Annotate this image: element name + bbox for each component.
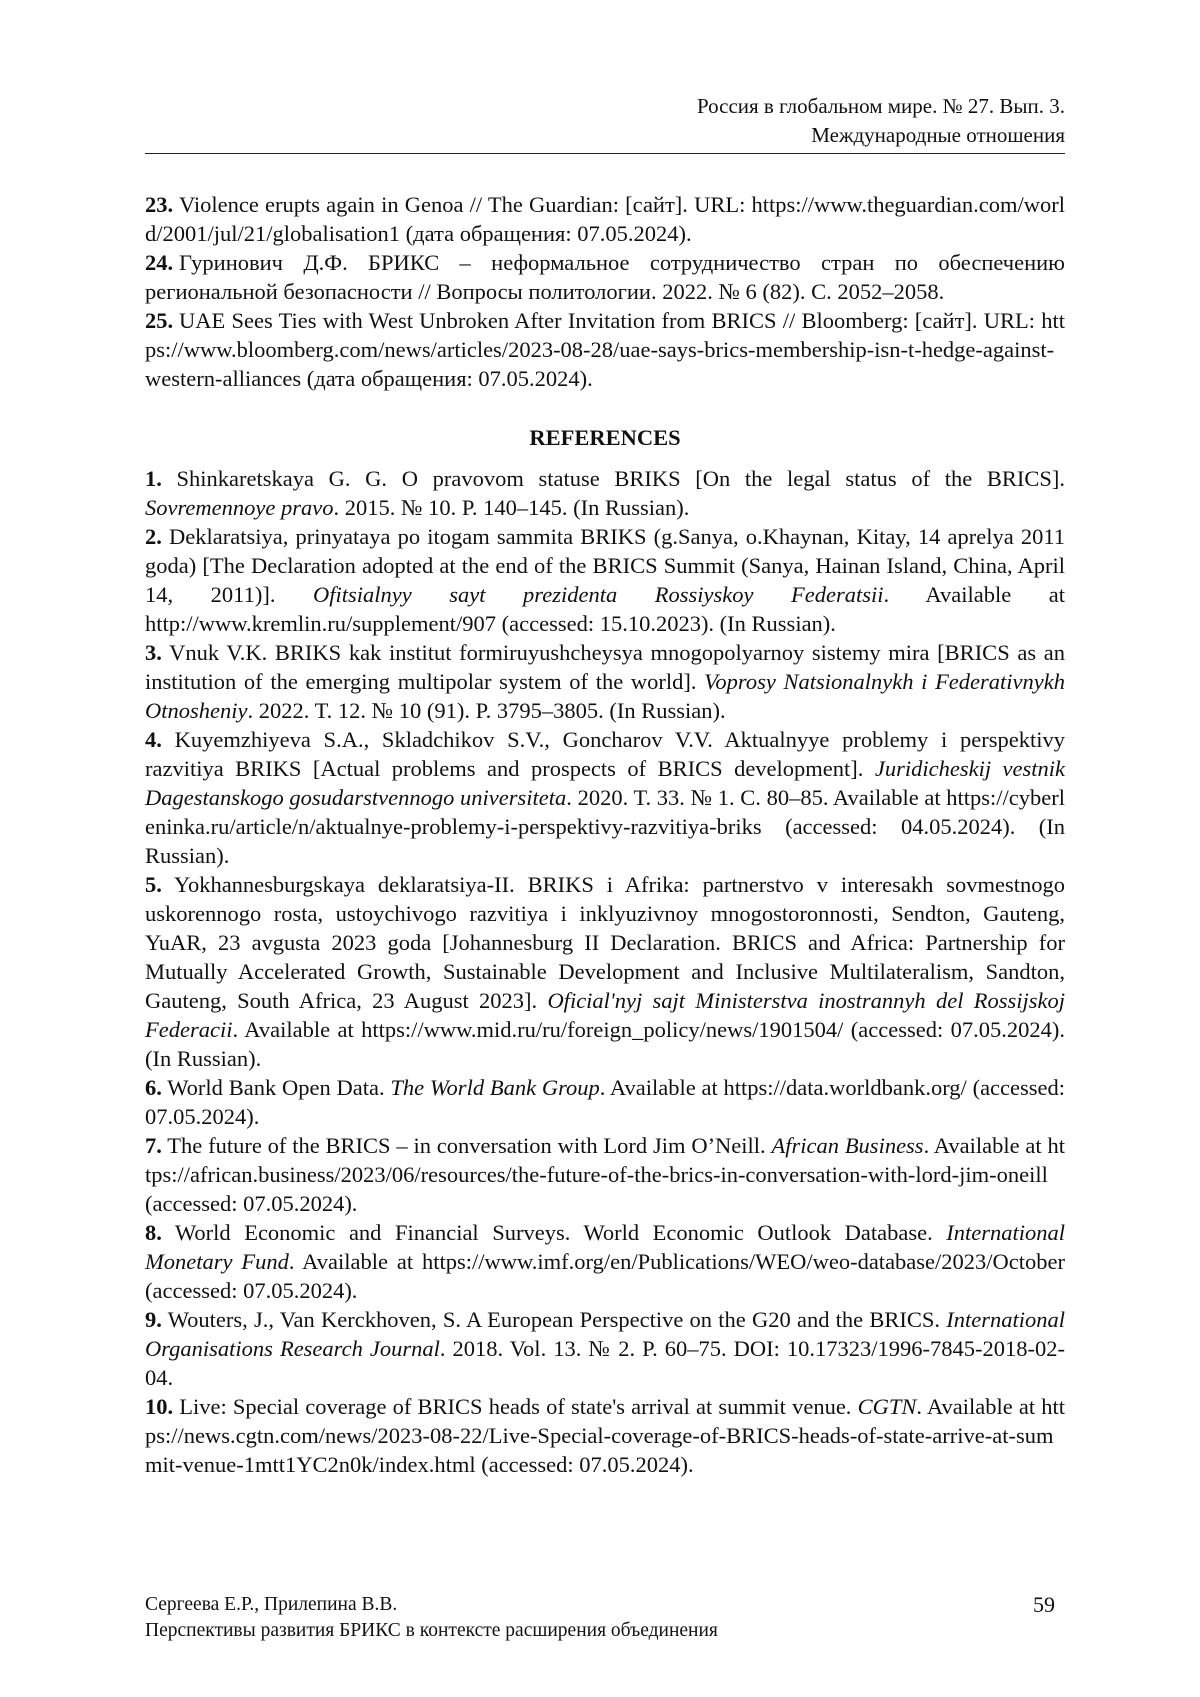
reference-entry xyxy=(145,1131,1065,1218)
reference-text: (дата обращения: 07.05.2024). xyxy=(400,221,692,246)
source-title: Voprosy Natsionalnykh i Federativnykh Otnosheniy xyxy=(145,669,1066,723)
reference-entry xyxy=(145,1073,1065,1131)
reference-entry xyxy=(145,725,1065,870)
page-body xyxy=(145,190,1065,1479)
reference-text: Vnuk V.K. BRIKS kak institut formiruyushcheysya mnogopolyarnoy sistemy mira [BRICS as an institution of the emerging multipolar system of the world]. xyxy=(145,640,1065,694)
source-title: The World Bank Group xyxy=(390,1075,600,1100)
reference-text: . Available at https://www.mid.ru/ru/foreign_policy/news/1901504/ (accessed: 07.05.2024). (In Russian). xyxy=(145,1017,1065,1071)
footer-article-title: Перспективы развития БРИКС в контексте расширения объединения xyxy=(145,1620,718,1641)
reference-url: https://african.business/2023/06/resources/the-future-of-the-brics-in-conversation-with-lord-jim-oneill xyxy=(145,1133,1065,1187)
reference-url: https://www.imf.org/en/Publications/WEO/weo-database/2023/October xyxy=(422,1249,1065,1274)
reference-url: https://cyberleninka.ru/article/n/aktualnye-problemy-i-perspektivy-razvitiya-briks xyxy=(145,785,1065,839)
source-title: Juridicheskij vestnik Dagestanskogo gosudarstvennogo universiteta xyxy=(145,756,1065,810)
page-number: 59 xyxy=(1033,1592,1055,1617)
reference-text: Deklaratsiya, prinyataya po itogam sammita BRIKS (g.Sanya, o.Khaynan, Kitay, 14 aprelya 2011 goda) [The Declaration adopted at the end of the BRICS Summit (Sanya, Hainan Island, China, April 14, 2011)]. xyxy=(145,524,1065,607)
reference-number: 24. xyxy=(145,250,174,275)
reference-text: . 2022. T. 12. № 10 (91). P. 3795–3805. (In Russian). xyxy=(247,698,726,723)
reference-entry xyxy=(145,522,1065,638)
reference-text: Shinkaretskaya G. G. O pravovom statuse BRIKS [On the legal status of the BRICS]. xyxy=(176,466,1066,491)
page-footer xyxy=(145,1592,1065,1644)
reference-number: 23. xyxy=(145,192,174,217)
reference-entry xyxy=(145,1392,1065,1479)
reference-text: Гуринович Д.Ф. БРИКС – неформальное сотрудничество стран по обеспечению региональной безопасности // Вопросы политологии. 2022. № 6 (82). С. 2052–2058. xyxy=(145,250,1065,304)
reference-entry xyxy=(145,638,1065,725)
reference-number: 1. xyxy=(145,466,162,491)
bibliography-list xyxy=(145,190,1065,393)
reference-text: Violence erupts again in Genoa // The Guardian: [сайт]. URL: xyxy=(179,192,752,217)
reference-text: . Available at http://www.kremlin.ru/supplement/907 (accessed: 15.10.2023). (In Russian). xyxy=(145,582,1065,636)
reference-text: . 2020. T. 33. № 1. C. 80–85. Available at xyxy=(566,785,947,810)
reference-number: 2. xyxy=(145,524,162,549)
references-heading: REFERENCES xyxy=(529,425,681,450)
reference-entry xyxy=(145,306,1065,393)
reference-text: . Available at https://data.worldbank.org/ (accessed: 07.05.2024). xyxy=(145,1075,1066,1129)
reference-text: (дата обращения: 07.05.2024). xyxy=(301,366,593,391)
reference-number: 4. xyxy=(145,727,162,752)
reference-number: 25. xyxy=(145,308,174,333)
reference-text: Yokhannesburgskaya deklaratsiya-II. BRIKS i Afrika: partnerstvo v interesakh sovmestnogo uskorennogo rosta, ustoychivogo razvitiya i inklyuzivnoy mnogostoronnosti, Sendton, Gauteng, YuAR, 23 avgusta 2023 goda [Johannesburg II Declaration. BRICS and Africa: Partnership for Mutually Accelerated Growth, Sustainable Development and Inclusive Multilateralism, Sandton, Gauteng, South Africa, 23 August 2023]. xyxy=(145,872,1065,1013)
header-divider xyxy=(145,153,1065,154)
reference-number: 5. xyxy=(145,872,162,897)
reference-number: 8. xyxy=(145,1220,162,1245)
reference-text: The future of the BRICS – in conversation with Lord Jim O’Neill. xyxy=(167,1133,772,1158)
reference-text: . 2015. № 10. P. 140–145. (In Russian). xyxy=(333,495,690,520)
reference-number: 6. xyxy=(145,1075,162,1100)
reference-text: UAE Sees Ties with West Unbroken After Invitation from BRICS // Bloomberg: [сайт]. URL: xyxy=(179,308,1042,333)
source-title: African Business xyxy=(771,1133,924,1158)
reference-text: . Available at xyxy=(288,1249,422,1274)
reference-number: 3. xyxy=(145,640,162,665)
reference-text: . Available at xyxy=(916,1394,1042,1419)
reference-text: (accessed: 04.05.2024). (In Russian). xyxy=(145,814,1065,868)
reference-text: World Bank Open Data. xyxy=(167,1075,391,1100)
reference-text: Live: Special coverage of BRICS heads of state's arrival at summit venue. xyxy=(179,1394,858,1419)
reference-text: Wouters, J., Van Kerckhoven, S. A European Perspective on the G20 and the BRICS. xyxy=(167,1307,947,1332)
source-title: Ofitsialnyy sayt prezidenta Rossiyskoy Federatsii xyxy=(312,582,884,607)
reference-text: . Available at xyxy=(923,1133,1048,1158)
reference-number: 7. xyxy=(145,1133,162,1158)
running-header xyxy=(145,92,1065,150)
source-title: Oficial'nyj sajt Ministerstva inostrannyh del Rossijskoj Federacii xyxy=(145,988,1066,1042)
reference-entry xyxy=(145,248,1065,306)
reference-url: https://www.theguardian.com/world/2001/jul/21/globalisation1 xyxy=(145,192,1065,246)
references-list xyxy=(145,464,1065,1479)
reference-url: https://news.cgtn.com/news/2023-08-22/Live-Special-coverage-of-BRICS-heads-of-state-arrive-at-summit-venue-1mtt1YC2n0k/index.html xyxy=(145,1394,1065,1477)
source-title: Sovremennoye pravo xyxy=(145,495,334,520)
reference-number: 9. xyxy=(145,1307,162,1332)
reference-text: World Economic and Financial Surveys. World Economic Outlook Database. xyxy=(175,1220,947,1245)
reference-text: (accessed: 07.05.2024). xyxy=(475,1452,694,1477)
reference-text: (accessed: 07.05.2024). xyxy=(145,1191,358,1216)
reference-entry xyxy=(145,870,1065,1073)
reference-url: https://www.bloomberg.com/news/articles/2023-08-28/uae-says-brics-membership-isn-t-hedge-against-western-alliances xyxy=(145,308,1065,391)
reference-entry xyxy=(145,464,1065,522)
reference-entry xyxy=(145,1218,1065,1305)
reference-text: . 2018. Vol. 13. № 2. P. 60–75. DOI: 10.17323/1996-7845-2018-02-04. xyxy=(145,1336,1065,1390)
source-title: CGTN xyxy=(857,1394,917,1419)
reference-number: 10. xyxy=(145,1394,174,1419)
journal-title: Россия в глобальном мире. № 27. Вып. 3. xyxy=(696,94,1065,118)
source-title: International Organisations Research Journal xyxy=(145,1307,1066,1361)
reference-text: Kuyemzhiyeva S.A., Skladchikov S.V., Goncharov V.V. Aktualnyye problemy i perspektivy razvitiya BRIKS [Actual problems and prospects of BRICS development]. xyxy=(145,727,1066,781)
footer-authors: Сергеева Е.Р., Прилепина В.В. xyxy=(145,1594,398,1615)
reference-entry xyxy=(145,190,1065,248)
reference-entry xyxy=(145,1305,1065,1392)
source-title: International Monetary Fund xyxy=(145,1220,1066,1274)
journal-section: Международные отношения xyxy=(811,123,1065,147)
reference-text: (accessed: 07.05.2024). xyxy=(145,1278,358,1303)
